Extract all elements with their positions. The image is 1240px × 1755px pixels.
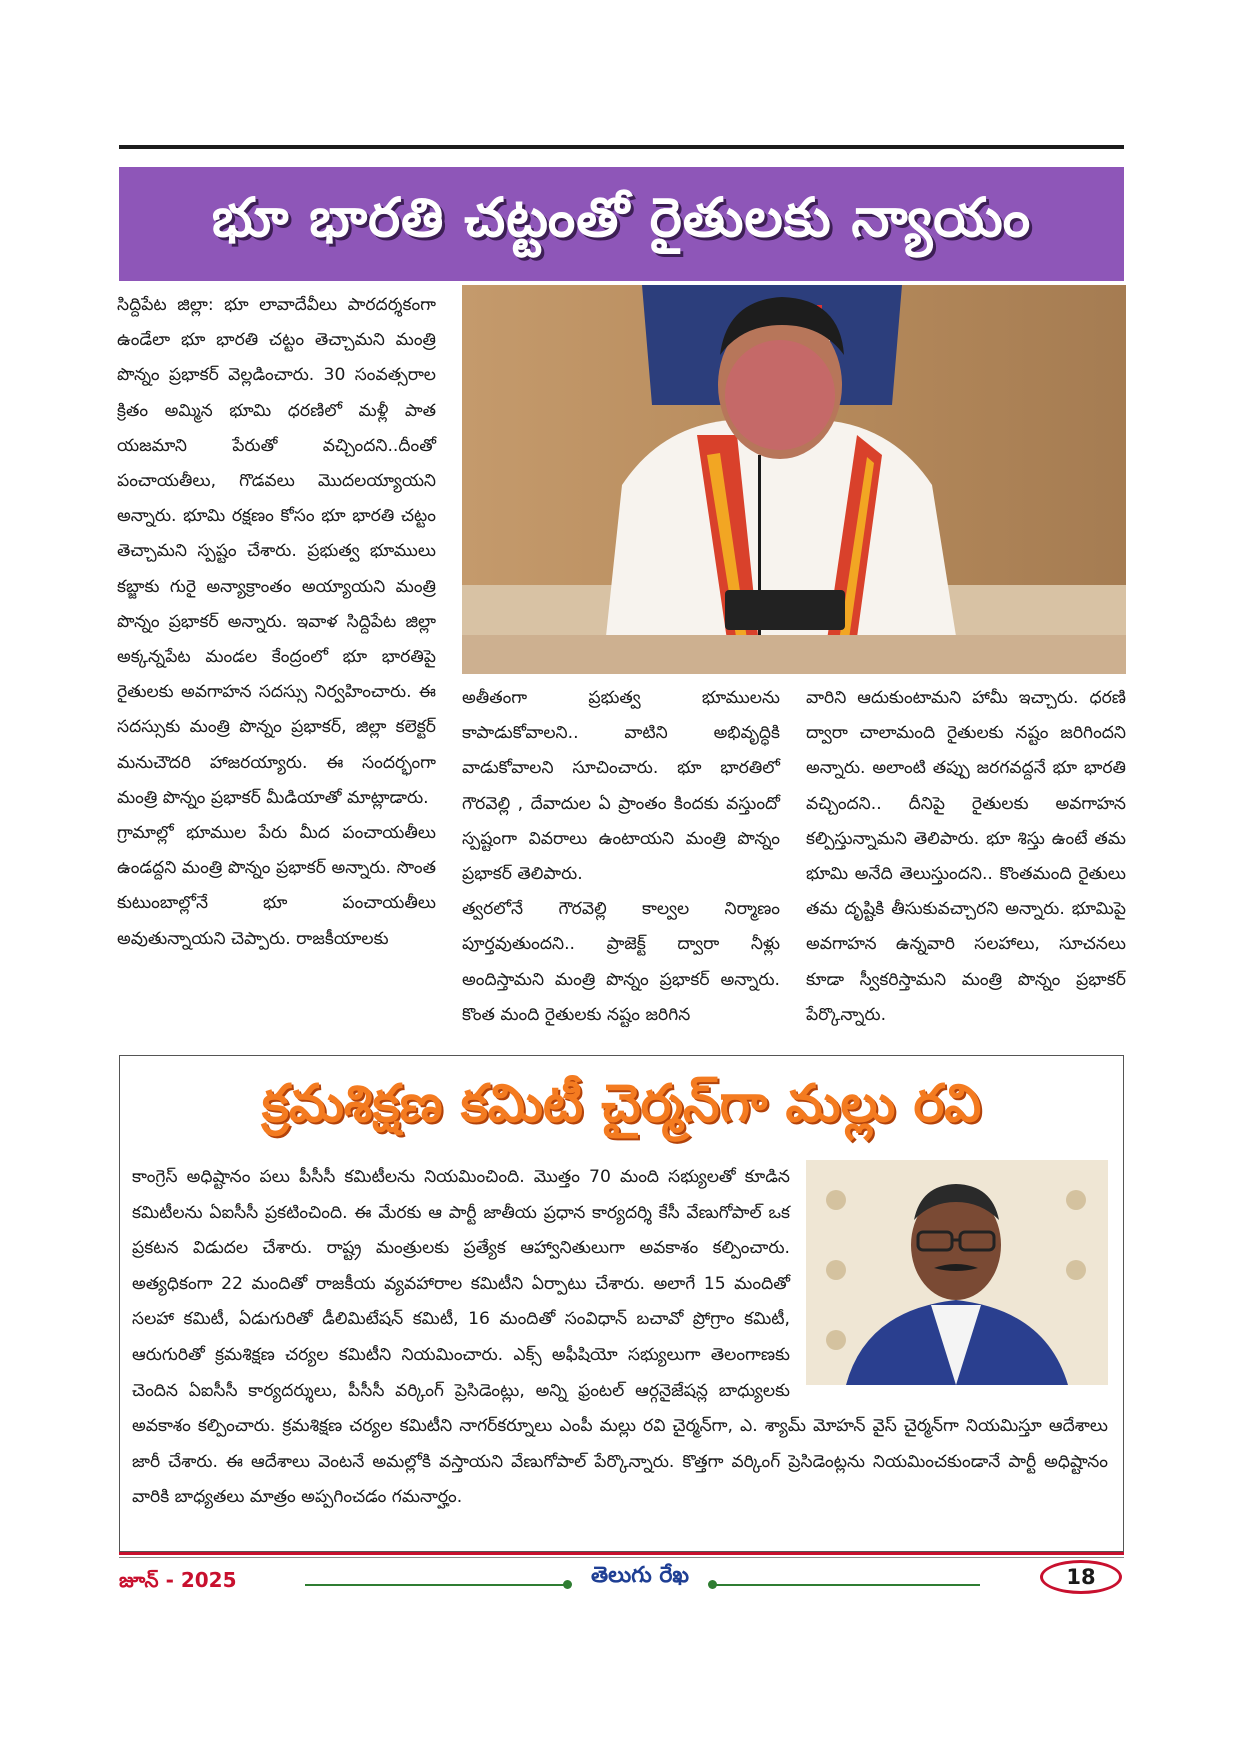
article2-text: కాంగ్రెస్ అధిష్టానం పలు పీసీసీ కమిటీలను నియమించింది. మొత్తం 70 మంది సభ్యులతో కూడిన కమిటీలను ఏఐసీసీ ప్రకటించింది. ఈ మేరకు ఆ పార్టీ జాతీయ ప్రధాన కార్యదర్శి కేసీ వేణుగోపాల్ ఒక ప్రకటన విడుదల చేశారు. రాష్ట్ర మంత్రులకు ప్రత్యేక ఆహ్వానితులుగా అవకాశం కల్పించారు. అత్యధికంగా 22 మందితో రాజకీయ వ్యవహారాల కమిటీని ఏర్పాటు చేశారు. అలాగే 15 మందితో సలహా కమిటీ, ఏడుగురితో డీలిమిటేషన్ కమిటీ, 16 మందితో సంవిధాన్ బచావో ప్రోగ్రాం కమిటీ, ఆరుగురితో క్రమశిక్షణ చర్యల కమిటీని నియమించారు. ఎక్స్ అఫీషియో సభ్యులుగా తెలంగాణకు చెందిన ఏఐసీసీ కార్యదర్శులు, పీసీసీ వర్కింగ్ ప్రెసిడెంట్లు, అన్ని ఫ్రంటల్ ఆర్గనైజేషన్ల బాధ్యులకు అవకాశం కల్పించారు. క్రమశిక్షణ చర్యల కమిటీని నాగర్‌కర్నూలు ఎంపీ మల్లు రవి చైర్మన్‌గా, ఎ. శ్యామ్ మోహన్ వైస్ చైర్మన్‌గా నియమిస్తూ ఆదేశాలు జారీ చేశారు. ఈ ఆదేశాలు వెంటనే అమల్లోకి వస్తాయని వేణుగోపాల్ పేర్కొన్నారు. కొత్తగా వర్కింగ్ ప్రెసిడెంట్లను నియమించకుండానే పార్టీ అధిష్టానం వారికి బాధ్యతలు మాత్రం అప్పగించడం గమనార్హం. (132, 1167, 1108, 1508)
headline-banner (119, 167, 1124, 281)
issue-date: జూన్ - 2025 (119, 1568, 237, 1592)
minister-photo-illustration (462, 285, 1126, 674)
minister-photo (462, 285, 1126, 674)
footer-divider-left (305, 1584, 570, 1586)
article1-paragraph: అతీతంగా ప్రభుత్వ భూములను కాపాడుకోవాలని.. వాటిని అభివృద్ధికి వాడుకోవాలని సూచించారు. భూ భారతిలో గౌరవెల్లి , దేవాదుల ఏ ప్రాంతం కిందకు వస్తుందో స్పష్టంగా వివరాలు ఉంటాయని మంత్రి పొన్నం ప్రభాకర్ తెలిపారు. (462, 688, 780, 885)
top-rule (119, 145, 1124, 149)
headline-1: భూ భారతి చట్టంతో రైతులకు న్యాయం (211, 185, 1032, 249)
article1-column-1 (117, 288, 436, 957)
footer-dot-left (563, 1580, 572, 1589)
article1-paragraph: గ్రామాల్లో భూముల పేరు మీద పంచాయతీలు ఉండద్దని మంత్రి పొన్నం ప్రభాకర్ అన్నారు. సొంత కుటుంబాల్లోనే భూ పంచాయతీలు అవుతున్నాయని చెప్పారు. రాజకీయాలకు (117, 823, 436, 949)
article1-column-3 (806, 681, 1126, 1033)
footer-divider-right (715, 1584, 980, 1586)
article2-body (132, 1160, 1108, 1516)
article1-paragraph: సిద్దిపేట జిల్లా: భూ లావాదేవీలు పారదర్శకంగా ఉండేలా భూ భారతి చట్టం తెచ్చామని మంత్రి పొన్నం ప్రభాకర్ వెల్లడించారు. 30 సంవత్సరాల క్రితం అమ్మిన భూమి ధరణిలో మళ్లీ పాత యజమాని పేరుతో వచ్చిందని..దీంతో పంచాయతీలు, గొడవలు మొదలయ్యాయని అన్నారు. భూమి రక్షణం కోసం భూ భారతి చట్టం తెచ్చామని స్పష్టం చేశారు. ప్రభుత్వ భూములు కబ్జాకు గురై అన్యాక్రాంతం అయ్యాయని మంత్రి పొన్నం ప్రభాకర్ అన్నారు. ఇవాళ సిద్దిపేట జిల్లా అక్కన్నపేట మండల కేంద్రంలో భూ భారతిపై రైతులకు అవగాహన సదస్సు నిర్వహించారు. ఈ సదస్సుకు మంత్రి పొన్నం ప్రభాకర్, జిల్లా కలెక్టర్ మనుచౌదరి హాజరయ్యారు. ఈ సందర్భంగా మంత్రి పొన్నం ప్రభాకర్ మీడియాతో మాట్లాడారు. (117, 295, 436, 808)
page-number: 18 (1040, 1560, 1122, 1594)
photo-float-spacer (790, 1160, 1108, 1385)
article1-paragraph: వారిని ఆదుకుంటామని హామీ ఇచ్చారు. ధరణి ద్వారా చాలామంది రైతులకు నష్టం జరిగిందని అన్నారు. అలాంటి తప్పు జరగవద్దనే భూ భారతి వచ్చిందని.. దీనిపై రైతులకు అవగాహన కల్పిస్తున్నామని తెలిపారు. భూ శిస్తు ఉంటే తమ భూమి అనేది తెలుస్తుందని.. కొంతమంది రైతులు తమ దృష్టికి తీసుకువచ్చారని అన్నారు. భూమిపై అవగాహన ఉన్నవారి సలహాలు, సూచనలు కూడా స్వీకరిస్తామని మంత్రి పొన్నం ప్రభాకర్ పేర్కొన్నారు. (806, 688, 1126, 1025)
magazine-name: తెలుగు రేఖ (590, 1563, 690, 1588)
article1-paragraph: త్వరలోనే గౌరవెల్లి కాల్వల నిర్మాణం పూర్తవుతుందని.. ప్రాజెక్ట్ ద్వారా నీళ్లు అందిస్తామని మంత్రి పొన్నం ప్రభాకర్ అన్నారు. కొంత మంది రైతులకు నష్టం జరిగిన (462, 899, 780, 1025)
footer-rule (119, 1552, 1124, 1555)
footer-rule-thin (119, 1557, 1124, 1558)
article2-box (119, 1055, 1124, 1552)
headline-2: క్రమశిక్షణ కమిటీ చైర్మన్‌గా మల్లు రవి (261, 1074, 982, 1134)
article1-column-2 (462, 681, 780, 1033)
